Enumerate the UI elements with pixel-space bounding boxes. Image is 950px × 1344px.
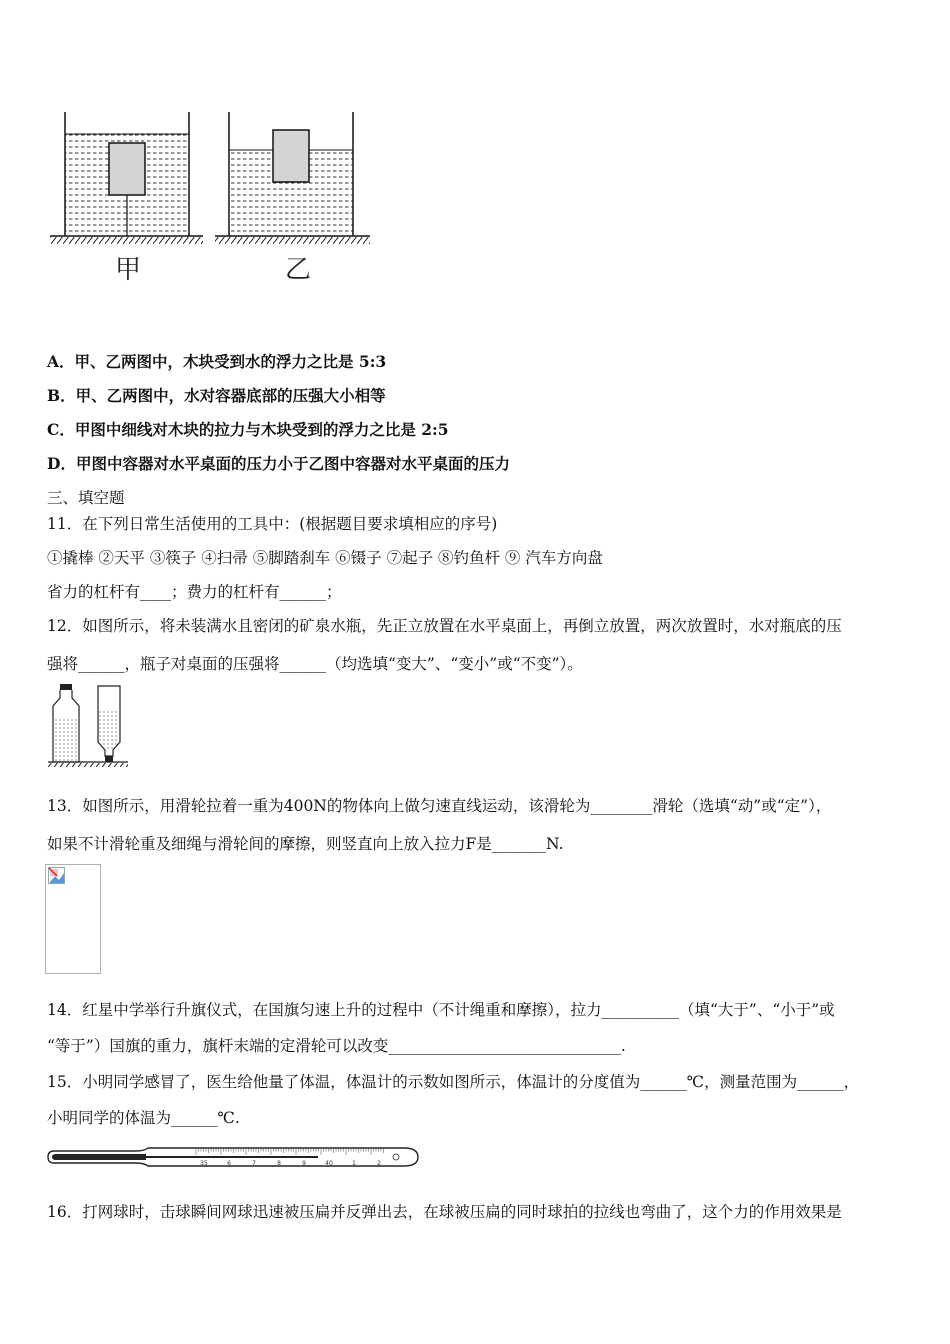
q12-line2: 强将______，瓶子对桌面的压强将______（均选填“变大”、“变小”或“不变”）。 [47,655,583,673]
q11-items: ①撬棒 ②天平 ③筷子 ④扫帚 ⑤脚踏刹车 ⑥镊子 ⑦起子 ⑧钓鱼杆 ⑨ 汽车方向盘 [47,549,603,567]
q11-answer: 省力的杠杆有____；费力的杠杆有______； [47,583,342,601]
tick-42: 2 [377,1160,381,1167]
tick-37: 7 [252,1160,256,1167]
q12-line1: 12．如图所示，将未装满水且密闭的矿泉水瓶，先正立放置在水平桌面上，再倒立放置，两次放置时，水对瓶底的压 [47,617,842,635]
q13-line1: 13．如图所示，用滑轮拉着一重为400N的物体向上做匀速直线运动，该滑轮为________滑轮（选填“动”或“定”）， [47,797,832,815]
q15-line2: 小明同学的体温为______℃. [47,1109,240,1127]
label-jia: 甲 [114,255,142,285]
thermometer-scale [196,1149,384,1155]
bottle-upright [53,684,79,762]
figure-thermometer [46,1142,422,1172]
tick-39: 9 [302,1160,306,1167]
q14-line1: 14．红星中学举行升旗仪式，在国旗匀速上升的过程中（不计绳重和摩擦），拉力__________（填“大于”、“小于”或 [47,1001,835,1019]
figure-containers [45,108,375,288]
tick-40: 40 [325,1160,333,1167]
tick-38: 8 [277,1160,281,1167]
tick-41: 1 [352,1160,356,1167]
pulley-image-placeholder [45,864,101,974]
option-b: B．甲、乙两图中，水对容器底部的压强大小相等 [47,386,386,405]
tick-36: 6 [227,1160,231,1167]
q16-line1: 16．打网球时，击球瞬间网球迅速被压扁并反弹出去，在球被压扁的同时球拍的拉线也弯曲了，这个力的作用效果是 [47,1203,842,1221]
wood-block-jia [109,143,145,195]
container-yi [215,112,370,244]
mercury-bulb [52,1154,146,1160]
option-a: A．甲、乙两图中，木块受到水的浮力之比是 5:3 [47,352,387,371]
q15-line1: 15．小明同学感冒了，医生给他量了体温，体温计的示数如图所示，体温计的分度值为______℃，测量范围为______， [47,1073,860,1091]
option-d: D．甲图中容器对水平桌面的压力小于乙图中容器对水平桌面的压力 [47,454,510,473]
figure-bottles [46,682,130,768]
q11-stem: 11．在下列日常生活使用的工具中：(根据题目要求填相应的序号) [47,515,498,533]
tick-35: 35 [200,1160,208,1167]
bottle-inverted [98,686,120,762]
q14-line2: “等于”）国旗的重力，旗杆末端的定滑轮可以改变______________________________. [47,1037,626,1055]
container-jia [50,112,203,244]
q13-line2: 如果不计滑轮重及细绳与滑轮间的摩擦，则竖直向上放入拉力F是_______N. [47,835,564,853]
option-c: C．甲图中细线对木块的拉力与木块受到的浮力之比是 2:5 [47,420,449,439]
section-title: 三、填空题 [47,489,125,507]
wood-block-yi [273,130,309,182]
label-yi: 乙 [284,255,312,285]
broken-image-icon [48,867,66,885]
